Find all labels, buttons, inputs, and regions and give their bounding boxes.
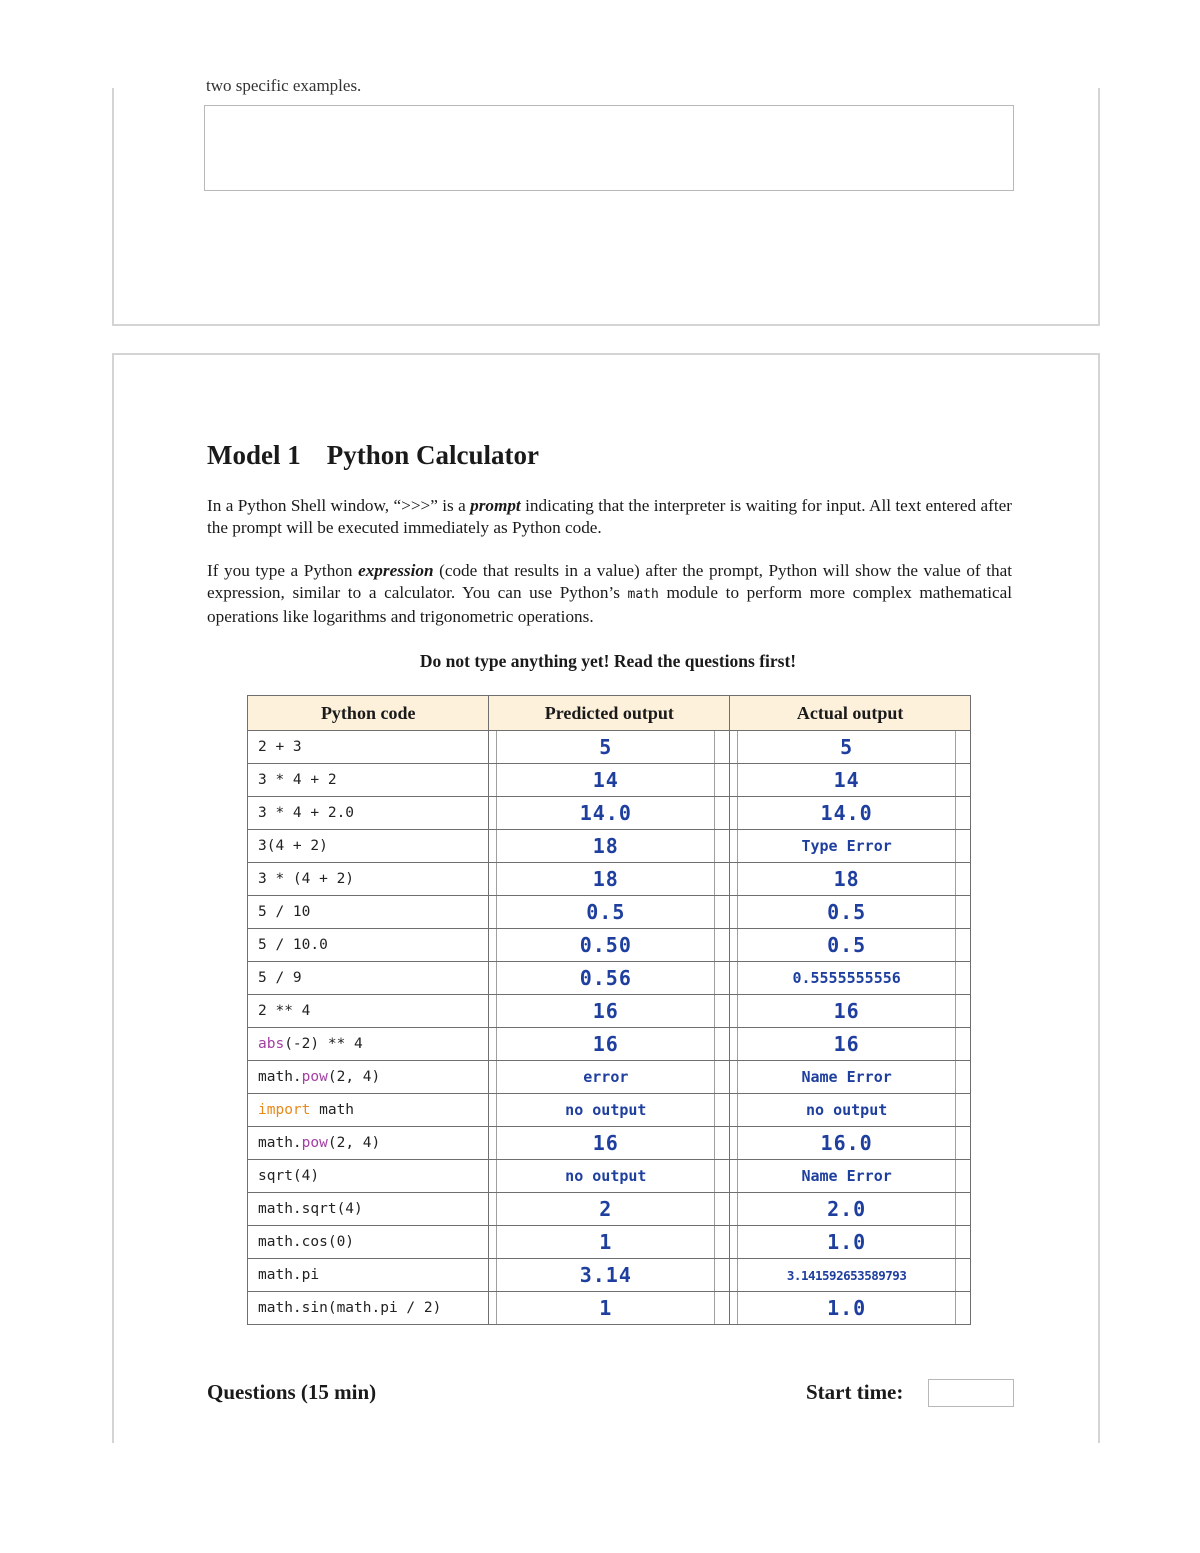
actual-handwritten-answer: 1.0 [827,1230,867,1254]
predicted-output-cell[interactable] [489,1292,730,1325]
actual-output-field[interactable] [737,1061,956,1093]
predicted-output-cell[interactable] [489,863,730,896]
actual-handwritten-answer: 0.5 [827,933,867,957]
para1-text-a: In a Python Shell window, “>>>” is a [207,496,471,515]
actual-handwritten-answer: 1.0 [827,1296,867,1320]
actual-handwritten-answer: Type Error [801,837,892,855]
code-text: math.sqrt(4) [258,1201,363,1217]
predicted-output-cell[interactable] [489,1259,730,1292]
actual-output-field[interactable] [737,962,956,994]
predicted-output-field[interactable] [496,1226,715,1258]
actual-output-field[interactable] [737,731,956,763]
predicted-output-cell[interactable] [489,995,730,1028]
actual-handwritten-answer: 5 [840,735,854,759]
model-title: Python Calculator [326,440,539,470]
actual-handwritten-answer: 14.0 [820,801,873,825]
python-code-cell [248,1226,489,1259]
predicted-output-cell[interactable] [489,1226,730,1259]
python-code-cell [248,995,489,1028]
actual-output-cell[interactable] [730,731,971,764]
predicted-output-field[interactable] [496,731,715,763]
predicted-output-field[interactable] [496,863,715,895]
predicted-output-field[interactable] [496,764,715,796]
code-text: 3 * (4 + 2) [258,871,355,887]
actual-handwritten-answer: 16 [833,1032,860,1056]
python-code-cell [248,929,489,962]
table-row [248,731,971,764]
python-code-cell [248,731,489,764]
para2-text-c: module to perform more complex mathematical operations like logarithms and trigonometric operations. [207,583,1013,626]
actual-output-field[interactable] [737,1094,956,1126]
calculator-table [247,695,971,1325]
code-text: math.pi [258,1267,320,1283]
code-text: 3(4 + 2) [258,838,328,854]
code-keyword: import [258,1102,311,1118]
predicted-output-field[interactable] [496,830,715,862]
actual-handwritten-answer: 0.5555555556 [792,969,901,987]
code-text: 3 * 4 + 2 [258,772,337,788]
model-page-panel [112,353,1100,1443]
table-row [248,1292,971,1325]
model-heading [207,440,539,471]
code-text: math.cos(0) [258,1234,355,1250]
predicted-output-field[interactable] [496,797,715,829]
predicted-handwritten-answer: 1 [599,1296,613,1320]
table-row [248,995,971,1028]
actual-output-cell[interactable] [730,1061,971,1094]
para2-code: math [627,587,659,602]
predicted-output-field[interactable] [496,1259,715,1291]
actual-output-cell[interactable] [730,830,971,863]
actual-output-field[interactable] [737,1160,956,1192]
code-text: 3 * 4 + 2.0 [258,805,355,821]
predicted-output-field[interactable] [496,1028,715,1060]
previous-page-panel [112,76,1100,326]
answer-box[interactable] [204,105,1014,191]
actual-output-cell[interactable] [730,929,971,962]
predicted-output-field[interactable] [496,1127,715,1159]
code-function: pow [301,1135,328,1151]
predicted-handwritten-answer: 0.50 [579,933,632,957]
predicted-output-cell[interactable] [489,764,730,797]
table-row [248,1094,971,1127]
actual-output-field[interactable] [737,1259,956,1291]
predicted-output-cell[interactable] [489,731,730,764]
actual-output-cell[interactable] [730,1127,971,1160]
table-header-row [248,696,971,731]
predicted-handwritten-answer: 16 [592,1032,619,1056]
predicted-output-cell[interactable] [489,929,730,962]
actual-handwritten-answer: 2.0 [827,1197,867,1221]
code-text: 5 / 10 [258,904,311,920]
header-actual-output: Actual output [730,696,971,731]
table-row [248,962,971,995]
actual-output-field[interactable] [737,1193,956,1225]
cut-off-text: two specific examples. [206,76,362,95]
predicted-output-field[interactable] [496,896,715,928]
predicted-handwritten-answer: 14.0 [579,801,632,825]
actual-handwritten-answer: 16.0 [820,1131,873,1155]
actual-output-field[interactable] [737,995,956,1027]
code-rest: (2, 4) [327,1135,381,1151]
actual-output-cell[interactable] [730,896,971,929]
table-row [248,929,971,962]
para2-text-a: If you type a Python [207,561,359,580]
predicted-handwritten-answer: 16 [592,999,619,1023]
python-code-cell [248,1127,489,1160]
actual-output-field[interactable] [737,797,956,829]
actual-output-cell[interactable] [730,995,971,1028]
start-time-input[interactable] [928,1379,1014,1407]
code-rest: math [310,1102,355,1118]
header-predicted-output: Predicted output [489,696,730,731]
actual-output-field[interactable] [737,1028,956,1060]
code-prefix: math. [258,1135,302,1151]
actual-output-field[interactable] [737,896,956,928]
code-text: 5 / 10.0 [258,937,328,953]
code-prefix: math. [258,1069,302,1085]
predicted-handwritten-answer: error [583,1068,629,1086]
python-code-cell [248,1160,489,1193]
actual-output-cell[interactable] [730,1292,971,1325]
actual-output-cell[interactable] [730,764,971,797]
predicted-output-cell[interactable] [489,1061,730,1094]
predicted-handwritten-answer: 2 [599,1197,613,1221]
predicted-output-field[interactable] [496,962,715,994]
actual-output-cell[interactable] [730,863,971,896]
code-rest: (-2) ** 4 [284,1036,363,1052]
table-row [248,830,971,863]
python-code-cell [248,1061,489,1094]
intro-paragraph-2 [207,560,1012,628]
para2-emphasis: expression [358,561,434,580]
python-code-cell [248,1193,489,1226]
actual-output-field[interactable] [737,764,956,796]
predicted-output-cell[interactable] [489,1160,730,1193]
predicted-output-field[interactable] [496,1292,715,1324]
predicted-output-cell[interactable] [489,797,730,830]
table-row [248,797,971,830]
predicted-handwritten-answer: 5 [599,735,613,759]
actual-handwritten-answer: 18 [833,867,860,891]
code-rest: (2, 4) [327,1069,381,1085]
actual-output-field[interactable] [737,929,956,961]
actual-output-cell[interactable] [730,1193,971,1226]
predicted-handwritten-answer: 1 [599,1230,613,1254]
predicted-handwritten-answer: no output [565,1167,647,1185]
instruction-text: Do not type anything yet! Read the questions first! [419,651,797,671]
table-row [248,1226,971,1259]
predicted-output-cell[interactable] [489,1127,730,1160]
para2-text-b: (code that results in a value) after the prompt, Python will show the value of that expression, similar to a calculator. You can use Python’s [207,561,1012,602]
table-body [248,731,971,1325]
predicted-handwritten-answer: 18 [592,867,619,891]
actual-output-field[interactable] [737,863,956,895]
code-text: math.sin(math.pi / 2) [258,1300,442,1316]
actual-output-cell[interactable] [730,1028,971,1061]
table-row [248,764,971,797]
actual-handwritten-answer: Name Error [801,1068,892,1086]
predicted-output-field[interactable] [496,1061,715,1093]
table-row [248,1193,971,1226]
actual-handwritten-answer: 3.141592653589793 [786,1267,907,1283]
actual-output-field[interactable] [737,1292,956,1324]
model-number: Model 1 [207,440,301,470]
predicted-output-cell[interactable] [489,1094,730,1127]
table-row [248,1259,971,1292]
predicted-output-cell[interactable] [489,962,730,995]
code-text: 2 ** 4 [258,1003,311,1019]
python-code-cell [248,1028,489,1061]
actual-output-cell[interactable] [730,1259,971,1292]
code-function: abs [258,1036,285,1052]
predicted-output-field[interactable] [496,929,715,961]
predicted-handwritten-answer: no output [565,1101,647,1119]
actual-output-field[interactable] [737,830,956,862]
code-text: 5 / 9 [258,970,302,986]
python-code-cell [248,764,489,797]
table-row [248,1061,971,1094]
python-code-cell [248,797,489,830]
table-row [248,1127,971,1160]
actual-output-cell[interactable] [730,1094,971,1127]
actual-output-cell[interactable] [730,962,971,995]
predicted-handwritten-answer: 0.56 [579,966,632,990]
table-row [248,1160,971,1193]
actual-handwritten-answer: 16 [833,999,860,1023]
predicted-output-cell[interactable] [489,830,730,863]
predicted-output-field[interactable] [496,995,715,1027]
predicted-handwritten-answer: 0.5 [586,900,626,924]
python-code-cell [248,1259,489,1292]
actual-output-cell[interactable] [730,797,971,830]
table-row [248,896,971,929]
predicted-output-cell[interactable] [489,1193,730,1226]
predicted-output-cell[interactable] [489,896,730,929]
code-text: sqrt(4) [258,1168,320,1184]
questions-heading: Questions (15 min) [207,1380,377,1404]
actual-handwritten-answer: Name Error [801,1167,892,1185]
python-code-cell [248,962,489,995]
actual-output-cell[interactable] [730,1226,971,1259]
predicted-output-field[interactable] [496,1160,715,1192]
intro-paragraph-1 [207,495,1012,539]
predicted-output-field[interactable] [496,1193,715,1225]
actual-handwritten-answer: 0.5 [827,900,867,924]
actual-handwritten-answer: 14 [833,768,860,792]
para1-emphasis: prompt [470,496,521,515]
actual-output-field[interactable] [737,1226,956,1258]
start-time-label: Start time: [806,1380,904,1404]
predicted-handwritten-answer: 14 [592,768,619,792]
actual-output-field[interactable] [737,1127,956,1159]
python-code-cell [248,1094,489,1127]
python-code-cell [248,896,489,929]
python-code-cell [248,830,489,863]
python-code-cell [248,1292,489,1325]
actual-output-cell[interactable] [730,1160,971,1193]
code-function: pow [301,1069,328,1085]
header-python-code: Python code [248,696,489,731]
predicted-output-field[interactable] [496,1094,715,1126]
para1-text-b: indicating that the interpreter is waiting for input. All text entered after the prompt will be executed immediately as Python code. [207,496,1012,537]
predicted-handwritten-answer: 3.14 [579,1263,632,1287]
code-text: 2 + 3 [258,739,302,755]
predicted-output-cell[interactable] [489,1028,730,1061]
predicted-handwritten-answer: 16 [592,1131,619,1155]
predicted-handwritten-answer: 18 [592,834,619,858]
table-row [248,863,971,896]
python-code-cell [248,863,489,896]
table-row [248,1028,971,1061]
actual-handwritten-answer: no output [805,1101,888,1119]
